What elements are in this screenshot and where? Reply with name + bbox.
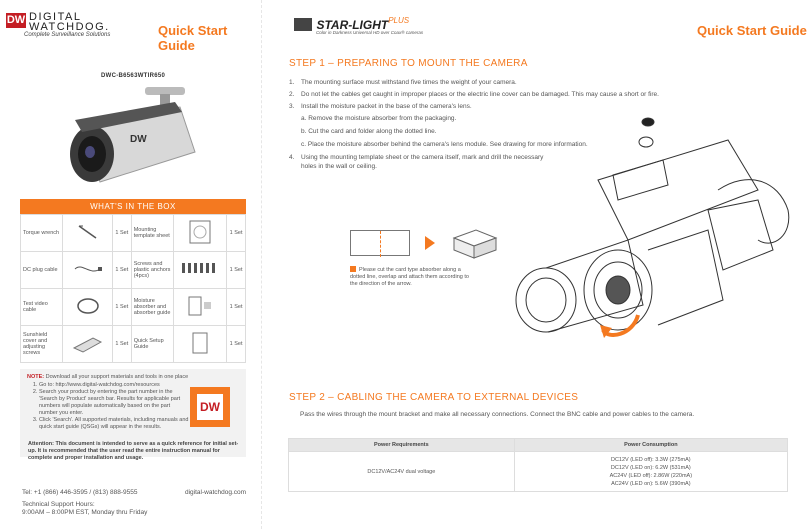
item-name: Quick Setup Guide: [131, 326, 173, 363]
note-label: NOTE:: [27, 374, 45, 380]
note-text: Download all your support materials and tools in one place: [45, 374, 189, 380]
list-item: [289, 153, 544, 171]
arrow-right-icon: [425, 236, 435, 250]
cut-caption-text: Please cut the card type absorber along a dotted line, overlap and attach them according to the direction of the arrow.: [350, 267, 469, 287]
brand-name: [29, 12, 110, 32]
table-row: [21, 289, 246, 326]
phone-numbers: Tel: +1 (866) 446-3595 / (813) 888-9555: [22, 489, 138, 496]
qr-code: [190, 387, 230, 427]
screws-icon: [174, 252, 227, 289]
item-name: Sunshield cover and adjusting screws: [21, 326, 63, 363]
item-number: 1.: [289, 79, 295, 86]
starlight-logo-text: STAR-LIGHT: [316, 17, 389, 32]
list-item: 2. Search your product by entering the part number in the 'Search by Product' search bar. Results for applicable part numbers will populate automatically based on the part number you enter.: [39, 389, 189, 417]
item-number: 3.: [289, 103, 295, 110]
item-text: The mounting surface must withstand five times the weight of your camera.: [301, 79, 517, 86]
support-hours: 9:00AM – 8:00PM EST, Monday thru Friday: [22, 509, 148, 516]
list-item: 3. Click 'Search'. All supported materials, including manuals and quick start guide (QSGs) will appear in the results.: [39, 417, 189, 431]
item-qty: 1 Set: [112, 252, 131, 289]
item-qty: 1 Set: [227, 289, 246, 326]
table-header-row: [289, 439, 788, 452]
website-link[interactable]: digital-watchdog.com: [185, 489, 247, 496]
table-row: [21, 215, 246, 252]
consumption-line: AC24V (LED on): 5.6W (390mA): [611, 480, 691, 487]
box-contents-table: [20, 214, 246, 363]
note-list: [39, 382, 189, 431]
item-name: Moisture absorber and absorber guide: [131, 289, 173, 326]
dw-logo-mark: DW: [6, 14, 26, 26]
left-panel: [0, 0, 262, 529]
list-item: [289, 78, 659, 87]
dotted-cut-line: [380, 231, 381, 257]
item-text: Install the moisture packet in the base of the camera's lens.: [301, 103, 472, 110]
item-qty: 1 Set: [227, 215, 246, 252]
sub-item: b. Cut the card and folder along the dotted line.: [301, 128, 437, 135]
item-name: Mounting template sheet: [131, 215, 173, 252]
dc-cable-icon: [63, 252, 112, 289]
camera-image: [60, 82, 210, 192]
list-item: [289, 90, 659, 99]
consumption-line: DC12V (LED on): 6.2W (531mA): [610, 464, 691, 471]
brand-name-line2: WATCHDOG.: [29, 21, 110, 33]
right-header-title: Quick Start Guide: [697, 23, 807, 38]
item-number: 4.: [289, 154, 295, 161]
table-row: [21, 326, 246, 363]
moisture-absorber-icon: [174, 289, 227, 326]
item-text: Using the mounting template sheet or the camera itself, mark and drill the necessary holes in the wall or ceiling.: [301, 154, 544, 170]
contact-info: [22, 489, 147, 517]
attention-note: Attention: This document is intended to serve as a quick reference for initial set-up. It is recommended that the user read the entire instruction manual for complete and proper installation and usage.: [28, 441, 239, 461]
power-consumption-cell: [514, 452, 787, 492]
template-sheet-icon: [174, 215, 227, 252]
sunshield-icon: [63, 326, 112, 363]
left-header-title: Quick Start Guide: [158, 23, 228, 53]
table-row: [21, 252, 246, 289]
item-name: Screws and plastic anchors (4pcs): [131, 252, 173, 289]
item-name: DC plug cable: [21, 252, 63, 289]
item-qty: 1 Set: [227, 252, 246, 289]
item-number: 2.: [289, 91, 295, 98]
camera-install-drawing: [508, 100, 798, 360]
list-item: 1. Go to: http://www.digital-watchdog.com/resources: [39, 382, 189, 389]
step2-title: STEP 2 – CABLING THE CAMERA TO EXTERNAL DEVICES: [289, 392, 579, 403]
cut-caption: [350, 266, 475, 288]
step1-title: STEP 1 – PREPARING TO MOUNT THE CAMERA: [289, 58, 528, 69]
folded-absorber-drawing: [450, 226, 500, 262]
consumption-line: AC24V (LED off): 2.86W (220mA): [609, 472, 693, 479]
item-qty: 1 Set: [227, 326, 246, 363]
item-name: Test video cable: [21, 289, 63, 326]
brand-tagline: Complete Surveillance Solutions: [24, 32, 111, 38]
caption-bullet-icon: [350, 266, 356, 272]
power-requirements-cell: DC12V/AC24V dual voltage: [289, 452, 515, 492]
note-heading: [27, 374, 239, 380]
item-text: Do not let the cables get caught in improper places or the electric line cover can be damaged. This may cause a short or fire.: [301, 91, 659, 98]
column-header: Power Requirements: [289, 439, 515, 452]
sub-item: a. Remove the moisture absorber from the packaging.: [301, 115, 457, 122]
step2-text: Pass the wires through the mount bracket and make all necessary connections. Connect the BNC cable and power cables to the camera.: [300, 411, 695, 418]
table-row: [289, 452, 788, 492]
absorber-card-drawing: [350, 230, 410, 256]
item-name: Torque wrench: [21, 215, 63, 252]
video-cable-icon: [63, 289, 112, 326]
torque-wrench-icon: [63, 215, 112, 252]
column-header: Power Consumption: [514, 439, 787, 452]
sub-item: c. Place the moisture absorber behind the camera's lens module. See drawing for more information.: [301, 141, 588, 148]
support-hours-label: Technical Support Hours:: [22, 501, 95, 508]
item-qty: 1 Set: [112, 215, 131, 252]
qr-logo: DW: [197, 394, 223, 420]
starlight-logo-mark: [294, 18, 312, 31]
model-number: DWC-B6563WTIR650: [101, 73, 166, 79]
product-tagline: Color in Darkness Universal HD over Coax® cameras: [316, 30, 424, 35]
power-table: [288, 438, 788, 492]
box-contents-title: WHAT'S IN THE BOX: [20, 199, 246, 214]
starlight-logo-plus: PLUS: [388, 16, 410, 25]
brand-name-line1: DIGITAL: [29, 11, 82, 23]
consumption-line: DC12V (LED off): 3.3W (275mA): [610, 456, 691, 463]
qsg-booklet-icon: [174, 326, 227, 363]
svg-text:DW: DW: [130, 134, 147, 145]
item-qty: 1 Set: [112, 326, 131, 363]
item-qty: 1 Set: [112, 289, 131, 326]
